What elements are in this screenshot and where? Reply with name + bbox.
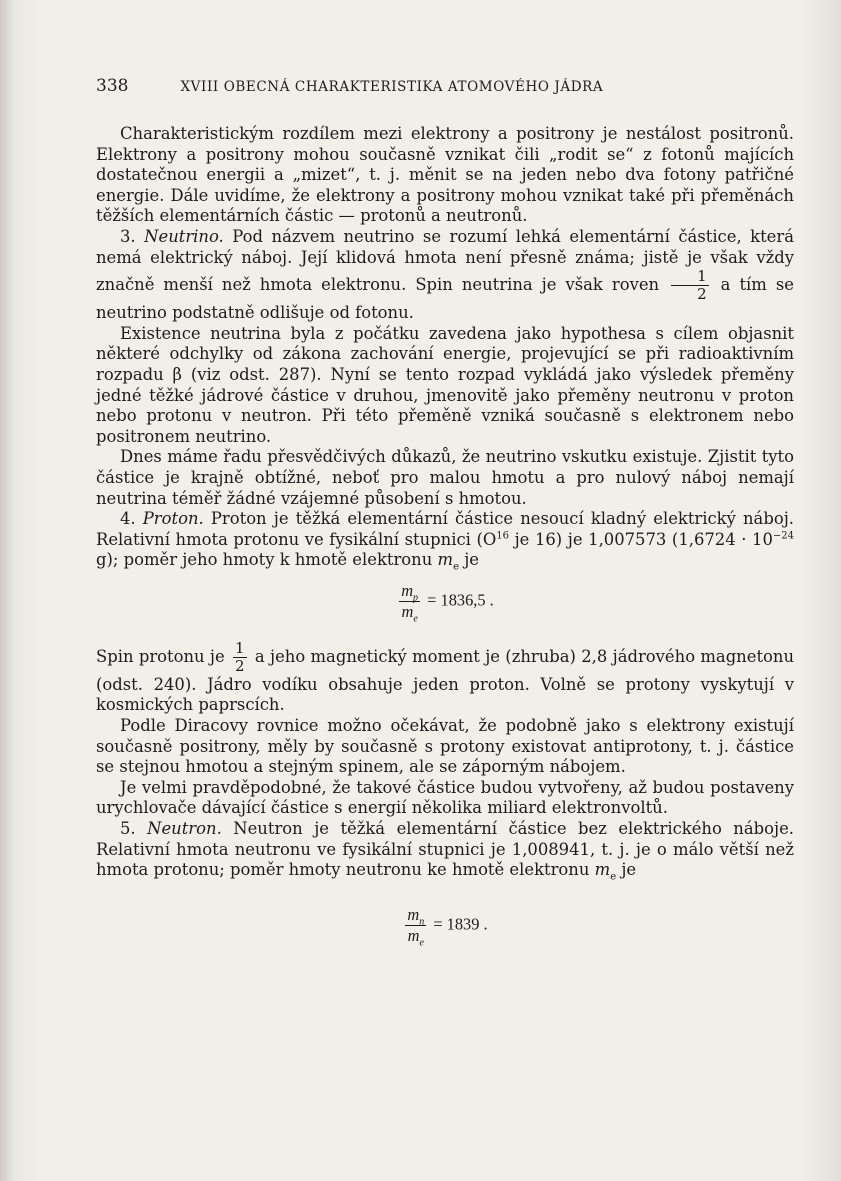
proton-text-b: je 16) je 1,007573 (1,6724 · 10 (509, 529, 773, 549)
proton-paragraph-3: Je velmi pravděpodobné, že takové částice budou vytvořeny, až budou postaveny urychlovače dávající částice s energií několika miliard elektronvoltů. (96, 777, 794, 818)
oxygen-isotope-superscript: 16 (496, 530, 510, 542)
spin-text-a: Spin protonu je (96, 646, 225, 666)
fraction-one-half (233, 640, 247, 675)
neutron-text-end: je (621, 860, 637, 880)
section-title-proton: Proton. (142, 509, 204, 529)
fraction-one-half (671, 268, 709, 303)
equation-value: = 1839 . (433, 914, 488, 934)
section-number: 5. (120, 819, 136, 839)
mass-symbol: m (401, 601, 414, 621)
proton-text-d: je (464, 550, 479, 570)
section-number: 4. (120, 509, 136, 529)
positron-paragraph: Charakteristickým rozdílem mezi elektrony a positrony je nestálost positronů. Elektrony a positrony mohou současně vznikat čili „rodit se“ z fotonů majících dostatečnou energii a „mizet“, t. j. měnit se na jeden nebo dva fotony patřičné energie. Dále uvidíme, že elektrony a positrony mohou vznikat také při přeměnách těžších elementárních částic — protonů a neutronů. (96, 124, 794, 226)
fraction-numerator: 1 (671, 268, 709, 286)
exponent: −24 (772, 530, 794, 542)
equation-proton-mass-ratio (96, 580, 794, 625)
electron-subscript: e (413, 613, 418, 625)
mass-symbol: m (407, 904, 420, 924)
proton-subscript: p (413, 592, 419, 604)
proton-paragraph-1 (96, 509, 794, 571)
spin-text-b: a jeho magnetický moment je (zhruba) 2,8 jádrového magnetonu (odst. 240). Jádro vodíku obsahuje jeden proton. Volně se protony vyskytují v kosmických paprscích. (96, 646, 795, 715)
section-title-neutrino: Neutrino. (144, 226, 224, 246)
mass-symbol: m (401, 580, 414, 600)
fraction-numerator: 1 (235, 638, 245, 657)
fraction-denominator: 2 (235, 656, 245, 675)
running-title: XVIII OBECNÁ CHARAKTERISTIKA ATOMOVÉHO JÁDRA (180, 79, 604, 95)
neutrino-text-end: a tím se neutrino podstatně odlišuje od fotonu. (96, 275, 794, 323)
mass-symbol: m (407, 925, 420, 945)
neutron-text: Neutron je těžká elementární částice bez elektrického náboje. Relativní hmota neutronu ve fysikální stupnici je 1,008941, t. j. je o málo větší než hmota protonu; poměr hmoty neutronu ke hmotě elektronu (96, 819, 794, 880)
equation-value: = 1836,5 . (427, 590, 494, 610)
electron-mass-subscript: e (453, 561, 459, 573)
neutrino-paragraph-3: Dnes máme řadu přesvědčivých důkazů, že neutrino vskutku existuje. Zjistit tyto částice je krajně obtížné, neboť pro malou hmotu a pro nulový náboj nemají neutrina téměř žádné vzájemné působení s hmotou. (96, 447, 794, 508)
neutrino-paragraph-1 (96, 227, 794, 324)
page-number: 338 (96, 76, 129, 96)
equation-neutron-mass-ratio (96, 904, 794, 949)
proton-text-a: Proton je těžká elementární částice nesoucí kladný elektrický náboj. Relativní hmota protonu ve fysikální stupnici (O (96, 509, 794, 549)
electron-mass-symbol: m (594, 860, 611, 880)
body-text (96, 124, 794, 964)
fraction-numerator (399, 581, 420, 602)
fraction-denominator (405, 925, 426, 949)
proton-spin-paragraph (96, 640, 794, 716)
proton-paragraph-2: Podle Diracovy rovnice možno očekávat, že podobně jako s elektrony existují současně positrony, měly by současně s protony existovat antiprotony, t. j. částice se stejnou hmotou a stejným spinem, ale se záporným nábojem. (96, 716, 794, 777)
neutron-subscript: n (419, 916, 425, 928)
neutrino-text: Pod názvem neutrino se rozumí lehká elementární částice, která nemá elektrický náboj. Její klidová hmota není přesně známa; jistě je však vždy značně menší než hmota elektronu. Spin neutrina je však roven (96, 226, 794, 295)
mass-ratio-fraction (399, 580, 420, 625)
neutron-paragraph-1 (96, 819, 794, 881)
section-number: 3. (120, 226, 136, 246)
proton-text-c: g); poměr jeho hmoty k hmotě elektronu (96, 550, 433, 570)
fraction-denominator: 2 (697, 285, 707, 304)
fraction-denominator (399, 601, 420, 625)
section-title-neutron: Neutron. (147, 819, 222, 839)
electron-subscript: e (419, 937, 424, 949)
neutrino-paragraph-2: Existence neutrina byla z počátku zavedena jako hypothesa s cílem objasnit některé odchylky od zákona zachování energie, projevující se při radioaktivním rozpadu β (viz odst. 287). Nyní se tento rozpad vykládá jako výsledek přeměny jedné těžké jádrové částice v druhou, jmenovitě jako přeměny neutronu v proton nebo protonu v neutron. Při této přeměně vzniká současně s elektronem nebo positronem neutrino. (96, 323, 794, 446)
page-header (96, 76, 794, 96)
mass-ratio-fraction (405, 904, 426, 949)
electron-mass-subscript: e (610, 871, 617, 883)
fraction-numerator (405, 905, 426, 926)
electron-mass-symbol: m (437, 550, 454, 570)
